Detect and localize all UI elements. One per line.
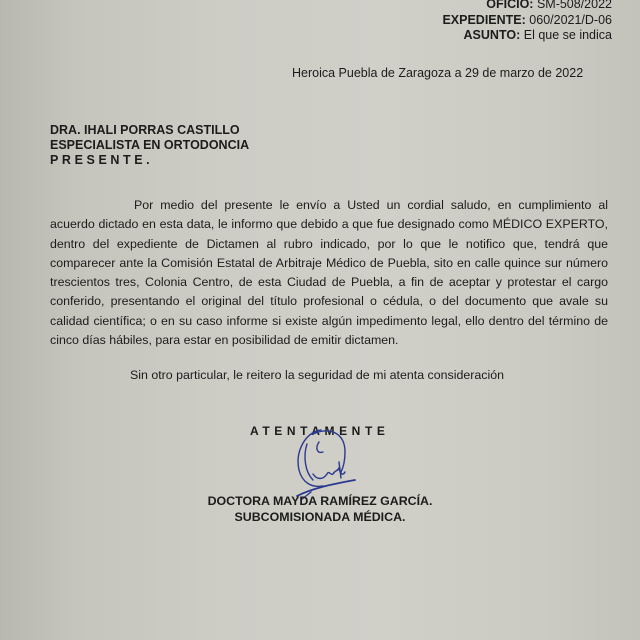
- body-paragraph: Por medio del presente le envío a Usted un cordial saludo, en cumplimiento al acuerdo dictado en esta data, le informo que debido a que fue designado como MÉDICO EXPERTO, dentro del expediente de Dictamen al rubro indicado, por lo que le notifico que, tendrá que comparecer ante la Comisión Estatal de Arbitraje Médico de Puebla, sito en calle quince sur número trescientos tres, Colonia Centro, de esta Ciudad de Puebla, a fin de aceptar y protestar el cargo conferido, presentando el original del título profesional o cédula, o del documento que avale su calidad científica; o en su caso informe si existe algún impedimento legal, ello dentro del término de cinco días hábiles, para estar en posibilidad de emitir dictamen.: [50, 198, 608, 348]
- expediente-value: 060/2021/D-06: [529, 12, 612, 27]
- oficio-value: SM-508/2022: [536, 0, 612, 11]
- recipient-block: [50, 123, 249, 168]
- expediente-label: EXPEDIENTE:: [442, 12, 526, 27]
- oficio-label: OFICIO:: [486, 0, 534, 11]
- recipient-title: ESPECIALISTA EN ORTODONCIA: [50, 138, 250, 152]
- asunto-line: [442, 28, 612, 44]
- signer-block: [200, 493, 440, 525]
- asunto-label: ASUNTO:: [463, 28, 521, 42]
- handwritten-signature-icon: [283, 422, 373, 502]
- recipient-name: DRA. IHALI PORRAS CASTILLO: [50, 123, 240, 137]
- oficio-line: [442, 0, 612, 13]
- date-line: Heroica Puebla de Zaragoza a 29 de marzo de 2022: [292, 66, 584, 80]
- recipient-presente: PRESENTE.: [50, 153, 154, 167]
- closing-line: Sin otro particular, le reitero la seguridad de mi atenta consideración: [130, 368, 504, 382]
- reference-header: [442, 0, 612, 44]
- expediente-line: [442, 13, 612, 29]
- signer-name: DOCTORA MAYDA RAMÍREZ GARCÍA.: [207, 494, 433, 508]
- signer-title: SUBCOMISIONADA MÉDICA.: [234, 510, 406, 524]
- asunto-value: El que se indica: [523, 28, 612, 42]
- valediction: ATENTAMENTE: [250, 424, 390, 438]
